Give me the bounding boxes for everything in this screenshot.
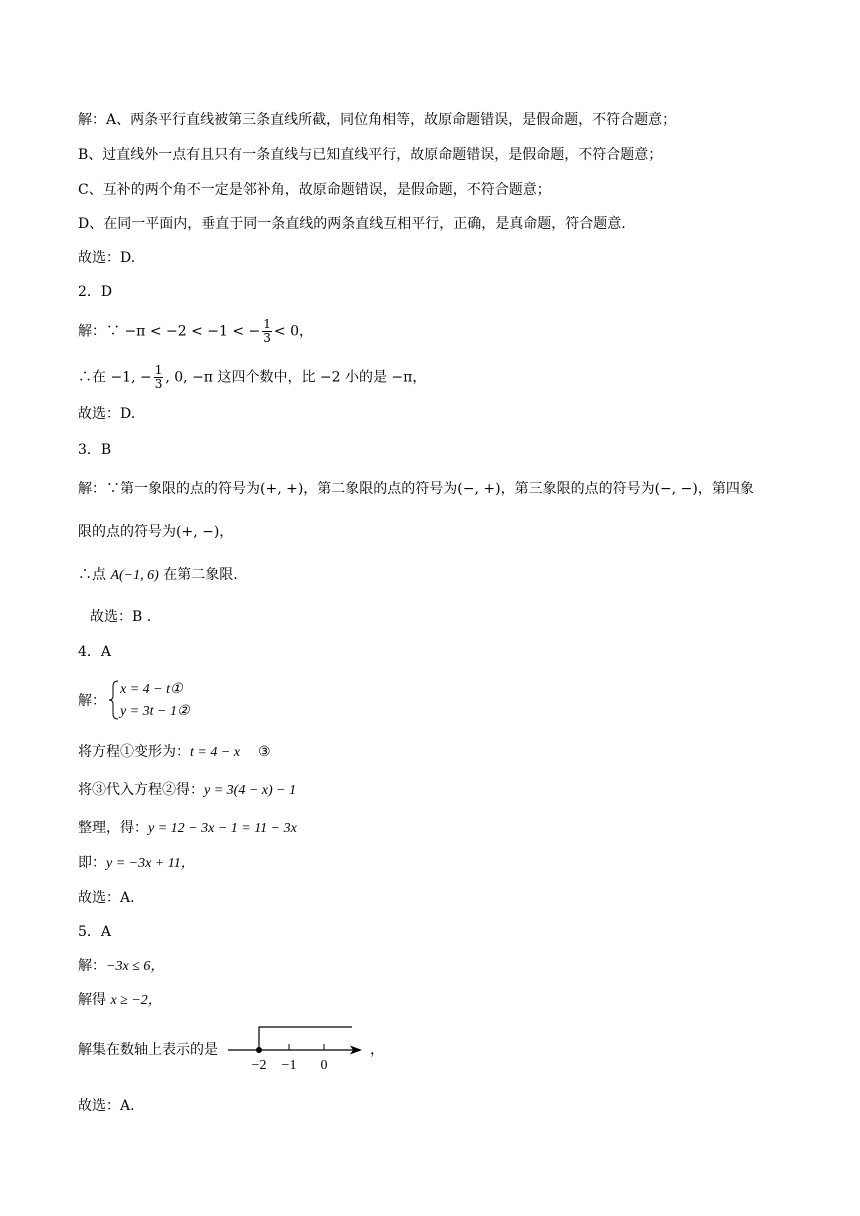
q4-step1-mark: ③ xyxy=(258,744,271,760)
q3-heading: 3．B xyxy=(78,442,112,458)
q4-step4 xyxy=(78,853,195,874)
q2-fraction-2-numerator: 1 xyxy=(154,363,163,377)
q5-line2 xyxy=(78,990,162,1011)
q3-choice: 故选：B . xyxy=(90,609,152,625)
q2-fraction-2 xyxy=(154,364,164,391)
q4-step1-math: t = 4 − x xyxy=(190,745,240,760)
q4-step2 xyxy=(78,780,296,801)
tick-label-0: 0 xyxy=(320,1058,328,1073)
q1-line-b: B、过直线外一点有且只有一条直线与已知直线平行，故原命题错误，是假命题，不符合题意； xyxy=(78,147,663,163)
q3-line3-suffix: 在第二象限. xyxy=(158,567,238,583)
q4-heading: 4．A xyxy=(78,644,112,660)
q2-fraction-2-denominator: 3 xyxy=(154,377,163,391)
q4-equation-1: x = 4 − t① xyxy=(120,682,183,697)
q3-line3 xyxy=(78,565,238,586)
q5-heading: 5．A xyxy=(78,924,112,940)
q2-choice: 故选：D. xyxy=(78,406,136,422)
number-line xyxy=(228,1018,373,1074)
q5-line1-text: 解： xyxy=(78,958,106,974)
q1-line-c: C、互补的两个角不一定是邻补角，故原命题错误，是假命题，不符合题意； xyxy=(78,182,551,198)
q2-fraction-denominator: 3 xyxy=(263,331,271,345)
q3-line1: 解：∵第一象限的点的符号为(+, +)，第二象限的点的符号为(−, +)，第三象限的点的符号为(−, −)，第四象 xyxy=(78,481,754,497)
q3-line3-prefix: ∴点 xyxy=(78,567,111,583)
q2-line2-suffix: , 0, −π 这四个数中，比 −2 小的是 −π， xyxy=(165,369,427,386)
q1-line-a: 解：A、两条平行直线被第三条直线所截，同位角相等，故原命题错误，是假命题，不符合题意； xyxy=(78,112,677,128)
q4-equation-2: y = 3t − 1② xyxy=(120,704,190,719)
q1-line-d: D、在同一平面内，垂直于同一条直线的两条直线互相平行，正确，是真命题，符合题意. xyxy=(78,216,626,232)
q2-line2 xyxy=(78,364,426,391)
q4-step3-text: 整理，得： xyxy=(78,820,148,836)
tick-label-minus-2: −2 xyxy=(251,1058,267,1073)
q4-step1 xyxy=(78,742,271,763)
q2-heading: 2．D xyxy=(78,284,113,300)
solution-region-line xyxy=(259,1027,352,1050)
q4-step2-text: 将③代入方程②得： xyxy=(78,782,204,798)
q5-line1-math: −3x ≤ 6， xyxy=(106,959,165,974)
q2-line1-suffix: < 0， xyxy=(273,323,314,340)
tick-label-minus-1: −1 xyxy=(281,1058,297,1073)
q5-line3-text: 解集在数轴上表示的是 xyxy=(78,1042,218,1058)
q4-step1-text: 将方程①变形为： xyxy=(78,744,190,760)
q2-line2-prefix: ∴在 −1, − xyxy=(78,369,152,386)
q5-line1 xyxy=(78,956,164,977)
q4-label: 解： xyxy=(78,693,106,709)
q4-step2-math: y = 3(4 − x) − 1 xyxy=(204,783,297,798)
q5-line2-math: x ≥ −2， xyxy=(110,993,162,1008)
q4-step3 xyxy=(78,818,297,839)
q2-fraction xyxy=(262,318,272,345)
q2-line1 xyxy=(78,318,313,345)
q4-step3-math: y = 12 − 3x − 1 = 11 − 3x xyxy=(148,821,297,836)
q5-line3-suffix: ， xyxy=(370,1042,384,1058)
left-brace-icon xyxy=(108,680,120,720)
q4-choice: 故选：A. xyxy=(78,890,135,906)
q4-step4-math: y = −3x + 11， xyxy=(106,856,195,871)
q5-choice: 故选：A. xyxy=(78,1098,135,1114)
solid-dot-icon xyxy=(256,1047,262,1053)
q1-choice: 故选：D. xyxy=(78,250,136,266)
q5-line2-text: 解得 xyxy=(78,992,111,1008)
q3-line2: 限的点的符号为(+, −)， xyxy=(78,524,234,540)
q2-fraction-numerator: 1 xyxy=(263,317,271,331)
q2-line1-prefix: 解：∵ −π < −2 < −1 < − xyxy=(78,323,261,340)
q3-point: A(−1, 6) xyxy=(110,568,159,583)
q4-step4-text: 即： xyxy=(78,855,106,871)
